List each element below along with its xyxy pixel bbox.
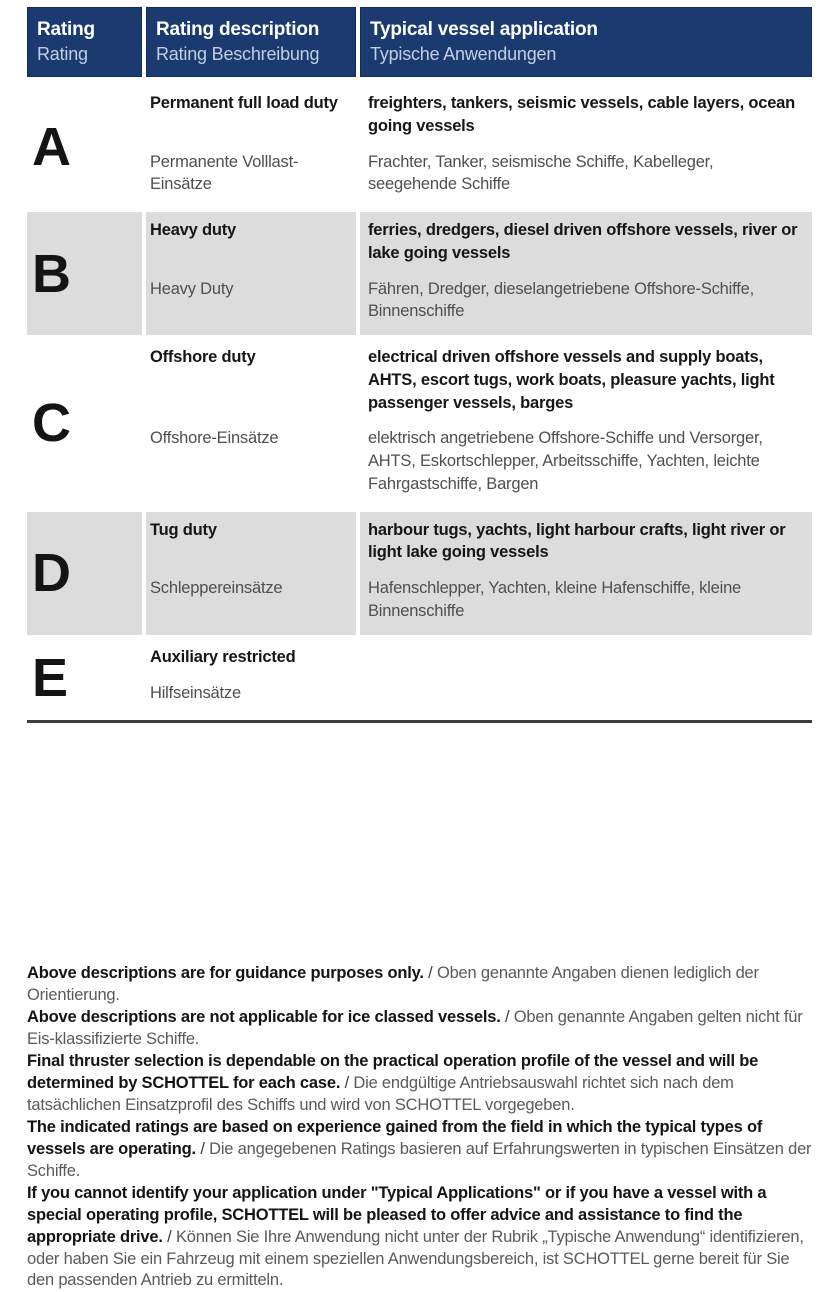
footnote-separator: / xyxy=(340,1074,354,1092)
description-en: Auxiliary restricted xyxy=(150,647,296,666)
footnote-separator: / xyxy=(162,1227,176,1246)
footnote-en: Above descriptions are for guidance purposes only. xyxy=(27,964,424,983)
header-cell-description xyxy=(146,7,356,77)
application-en: electrical driven offshore vessels and supply boats, AHTS, escort tugs, work boats, pleasure yachts, light passenger vessels, barges xyxy=(368,348,775,412)
application-de: Fähren, Dredger, dieselangetriebene Offshore-Schiffe, Binnenschiffe xyxy=(360,278,812,336)
footnote-en: Above descriptions are not applicable for ice classed vessels. xyxy=(27,1008,501,1027)
description-en: Heavy duty xyxy=(146,212,356,278)
footnote-en: Final thruster selection is dependable on the practical operation profile of the vessel and will be determined by SCHOTTEL for each case. xyxy=(27,1052,759,1092)
footnote xyxy=(27,1183,812,1292)
footnote xyxy=(27,1051,812,1117)
footnote-de: Die endgültige Antriebsauswahl richtet sich nach dem tatsächlichen Einsatzprofil des Schiffs und wird von SCHOTTEL vorgegeben. xyxy=(27,1074,734,1114)
table-header xyxy=(27,7,812,77)
description-de: Schleppereinsätze xyxy=(146,577,356,635)
application-de: Frachter, Tanker, seismische Schiffe, Kabelleger, seegehende Schiffe xyxy=(368,152,714,194)
header-description-en: Rating description xyxy=(156,19,320,40)
description-en: Permanent full load duty xyxy=(150,94,338,112)
application-en xyxy=(360,639,812,682)
header-application-en: Typical vessel application xyxy=(370,19,598,40)
footnote-de: Können Sie Ihre Anwendung nicht unter der Rubrik „Typische Anwendung“ identifizieren, oder haben Sie ein Fahrzeug mit einem speziellen Anwendungsbereich, ist SCHOTTEL gerne bereit für Sie den passenden Antrieb zu ermitteln. xyxy=(27,1227,804,1290)
rating-letter: E xyxy=(32,647,68,708)
table-row xyxy=(27,639,812,717)
table-body xyxy=(27,85,812,716)
header-application-de: Typische Anwendungen xyxy=(370,43,557,64)
description-en: Offshore duty xyxy=(150,348,256,367)
description-de: Permanente Volllast-Einsätze xyxy=(150,152,299,194)
header-cell-application xyxy=(360,7,812,77)
rating-letter: C xyxy=(32,393,70,454)
footnote-separator: / xyxy=(500,1008,514,1027)
table-row xyxy=(27,85,812,208)
header-rating-de: Rating xyxy=(37,43,88,64)
footnote-separator: / xyxy=(195,1139,210,1158)
rating-letter: D xyxy=(32,543,70,604)
description-de: Hilfseinsätze xyxy=(150,683,241,702)
application-en: freighters, tankers, seismic vessels, cable layers, ocean going vessels xyxy=(368,94,796,135)
table-row xyxy=(27,512,812,635)
rating-letter: B xyxy=(32,243,70,304)
table-row xyxy=(27,339,812,508)
footnote-de: Oben genannte Angaben dienen lediglich der Orientierung. xyxy=(27,964,759,1005)
rating-table xyxy=(27,7,812,723)
rating-letter-cell xyxy=(27,212,142,335)
table-bottom-rule xyxy=(27,720,812,723)
footnote xyxy=(27,963,812,1007)
table-row xyxy=(27,212,812,335)
application-en: ferries, dredgers, diesel driven offshore vessels, river or lake going vessels xyxy=(360,212,812,278)
rating-letter-cell xyxy=(27,339,142,508)
footnote-en: If you cannot identify your application under "Typical Applications" or if you have a vessel with a special operating profile, SCHOTTEL will be pleased to offer advice and assistance to find the appropriate drive. xyxy=(27,1183,767,1246)
application-en: harbour tugs, yachts, light harbour crafts, light river or light lake going vessels xyxy=(360,512,812,578)
footnote-en: The indicated ratings are based on experience gained from the field in which the typical types of vessels are operating. xyxy=(27,1117,763,1158)
footnote-de: Die angegebenen Ratings basieren auf Erfahrungswerten in typischen Einsätzen der Schiffe. xyxy=(27,1139,812,1180)
footnote-de: Oben genannte Angaben gelten nicht für Eis-klassifizierte Schiffe. xyxy=(27,1008,803,1049)
description-en: Tug duty xyxy=(146,512,356,578)
rating-letter: A xyxy=(32,116,70,177)
application-de xyxy=(360,682,812,717)
header-cell-rating xyxy=(27,7,142,77)
footnotes xyxy=(27,963,812,1292)
application-de: elektrisch angetriebene Offshore-Schiffe und Versorger, AHTS, Eskortschlepper, Arbeitsschiffe, Yachten, leichte Fahrgastschiffe, Bargen xyxy=(368,429,763,493)
description-de: Heavy Duty xyxy=(146,278,356,336)
description-de: Offshore-Einsätze xyxy=(150,429,279,448)
rating-letter-cell xyxy=(27,85,142,208)
header-description-de: Rating Beschreibung xyxy=(156,43,320,64)
header-rating-en: Rating xyxy=(37,19,95,40)
application-de: Hafenschlepper, Yachten, kleine Hafenschiffe, kleine Binnenschiffe xyxy=(360,577,812,635)
rating-letter-cell xyxy=(27,639,142,717)
footnote-separator: / xyxy=(423,964,437,983)
rating-letter-cell xyxy=(27,512,142,635)
footnote xyxy=(27,1117,812,1183)
footnote xyxy=(27,1007,812,1051)
